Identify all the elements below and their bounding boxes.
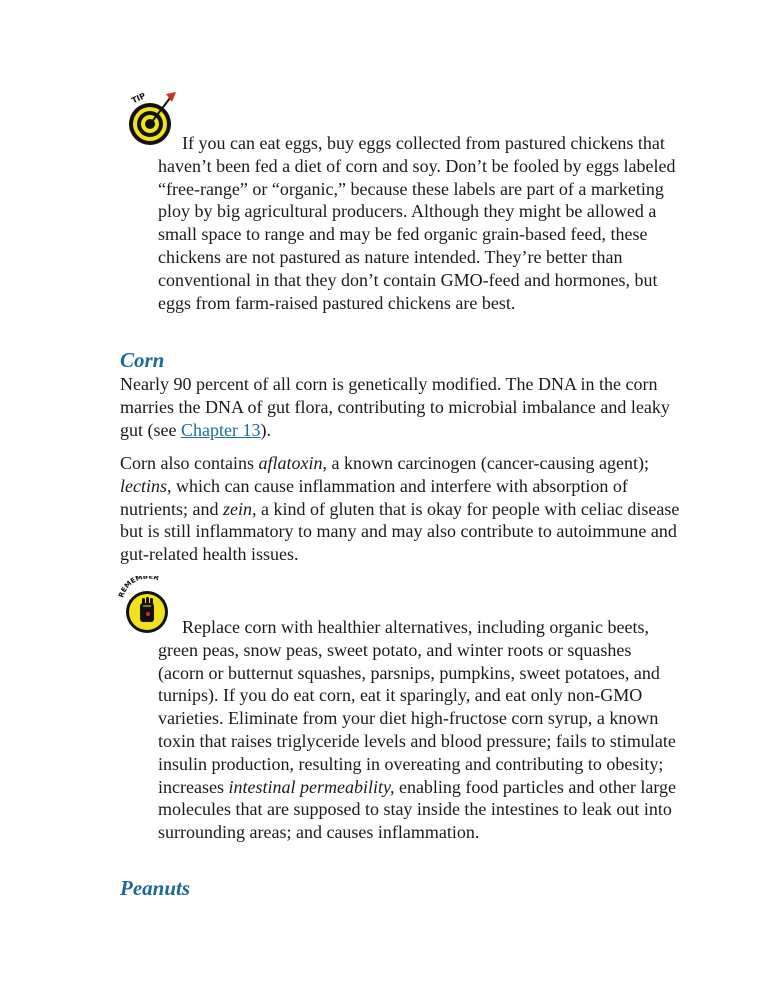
tip-icon-label: TIP [130,91,148,106]
corn-paragraph-2-text-1: Corn also contains [120,453,259,473]
chapter-13-link[interactable]: Chapter 13 [180,419,261,440]
corn-paragraph-2 [120,452,680,566]
remember-text [158,616,680,844]
remember-icon-label: REMEMBER [117,576,160,599]
aflatoxin-term: aflatoxin [258,453,323,473]
remember-text-1: Replace corn with healthier alternatives, including organic beets, green peas, snow peas, sweet potato, and winter roots or squashes (acorn or butternut squashes, parsnips, pumpkins, sweet potatoes, and turnips). If you do eat corn, eat it sparingly, and eat only non-GMO varieties. Eliminate from your diet high-fructose corn syrup, a known toxin that raises triglyceride levels and blood pressure; fails to stimulate insulin production, resulting in overeating and contributing to obesity; increases [158,617,676,797]
remember-callout [158,616,680,844]
corn-paragraph-2-text-3: , which can cause inflammation and interfere with absorption of nutrients; and [120,475,628,519]
corn-paragraph-2-text-2: , a known carcinogen (cancer-causing agent); [322,453,649,473]
corn-paragraph-2-text-4: a kind of gluten that is okay for people with celiac disease but is still inflammatory to many and may also contribute to autoimmune and gut-related health issues. [120,498,680,565]
corn-heading: Corn [120,348,165,372]
corn-paragraph-1-end: ). [260,419,271,440]
corn-paragraph-1 [120,373,680,441]
tip-callout [158,132,680,314]
peanuts-heading: Peanuts [120,876,191,900]
zein-term: zein, [222,498,257,519]
corn-paragraph-1-text: Nearly 90 percent of all corn is genetically modified. The DNA in the corn marries the DNA of gut flora, contributing to microbial imbalance and leaky gut (see [120,374,670,440]
intestinal-permeability-term: intestinal permeability, [228,776,395,797]
remember-text-2: enabling food particles and other large molecules that are supposed to stay inside the intestines to leak out into surrounding areas; and causes inflammation. [158,776,677,843]
lectins-term: lectins [120,475,167,496]
tip-text: If you can eat eggs, buy eggs collected from pastured chickens that haven’t been fed a diet of corn and soy. Don’t be fooled by eggs labeled “free-range” or “organic,” because these labels are part of a marketing ploy by big agricultural producers. Although they might be allowed a small space to range and may be fed organic grain-based feed, these chickens are not pastured as nature intended. They’re better than conventional in that they don’t contain GMO-feed and hormones, but eggs from farm-raised pastured chickens are best. [158,133,676,313]
